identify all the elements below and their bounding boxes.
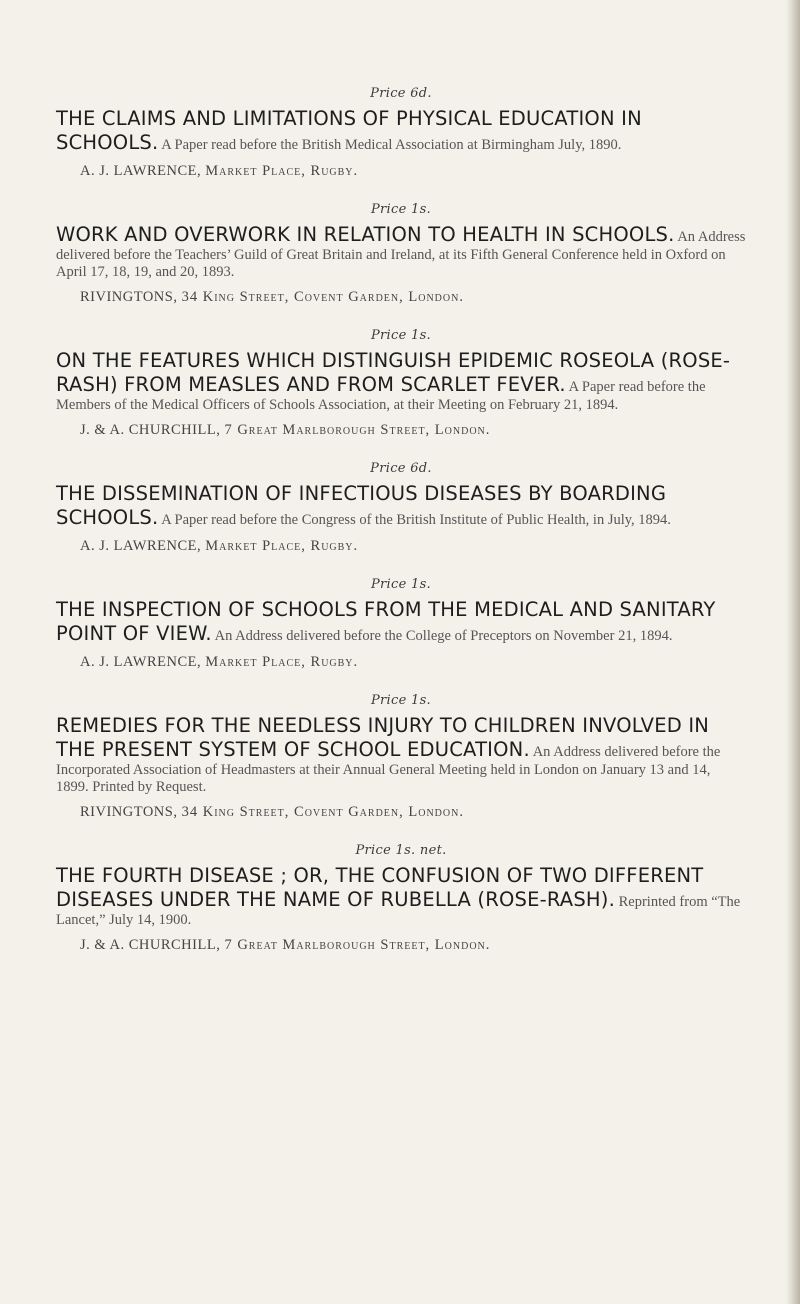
book-title: THE INSPECTION OF SCHOOLS FROM THE MEDICAL AND SANITARY POINT OF VIEW. (56, 598, 716, 645)
publisher-line (80, 163, 746, 180)
book-entry (56, 577, 746, 671)
book-title: THE FOURTH DISEASE ; OR, THE CONFUSION OF TWO DIFFERENT DISEASES UNDER THE NAME OF RUBELLA (ROSE-RASH). (56, 864, 704, 911)
price-label: Price 1s. (370, 693, 431, 708)
advertisement-list (56, 86, 746, 954)
book-title: ON THE FEATURES WHICH DISTINGUISH EPIDEMIC ROSEOLA (ROSE-RASH) FROM MEASLES AND FROM SCARLET FEVER. (56, 349, 731, 396)
publisher-line (80, 422, 746, 439)
book-entry (56, 86, 746, 180)
price-label: Price 6d. (370, 86, 432, 101)
price-label: Price 1s. (370, 577, 431, 592)
book-description: A Paper read before the Members of the Medical Officers of Schools Association, at their Meeting on February 21, 1894. (56, 379, 706, 413)
book-entry (56, 843, 746, 954)
publisher-address: 7 Great Marlborough Street, London. (224, 937, 491, 953)
publisher-line (80, 538, 746, 555)
page-edge-shadow (786, 0, 800, 1304)
publisher-address: Market Place, Rugby. (205, 654, 359, 670)
price-label: Price 1s. (370, 328, 431, 343)
entry-text (56, 223, 746, 281)
book-description: An Address delivered before the College of Preceptors on November 21, 1894. (214, 628, 673, 644)
entry-text (56, 349, 746, 414)
book-entry (56, 461, 746, 555)
publisher-address: 7 Great Marlborough Street, London. (224, 422, 491, 438)
entry-text (56, 714, 746, 796)
book-description: An Address delivered before the Incorporated Association of Headmasters at their Annual General Meeting held in London on January 13 and 14, 1899. Printed by Request. (56, 744, 721, 795)
publisher-name: J. & A. CHURCHILL, (80, 937, 221, 953)
price-label: Price 6d. (370, 461, 432, 476)
publisher-name: A. J. LAWRENCE, (80, 654, 202, 670)
entry-text (56, 107, 746, 155)
publisher-name: RIVINGTONS, (80, 289, 178, 305)
publisher-line (80, 937, 746, 954)
book-title: WORK AND OVERWORK IN RELATION TO HEALTH IN SCHOOLS. (56, 223, 675, 246)
book-description: A Paper read before the British Medical Association at Birmingham July, 1890. (161, 137, 622, 153)
book-title: THE CLAIMS AND LIMITATIONS OF PHYSICAL EDUCATION IN SCHOOLS. (56, 107, 642, 154)
publisher-name: J. & A. CHURCHILL, (80, 422, 221, 438)
publisher-address: 34 King Street, Covent Garden, London. (181, 289, 464, 305)
entry-text (56, 482, 746, 530)
entry-text (56, 598, 746, 646)
publisher-line (80, 654, 746, 671)
book-description: A Paper read before the Congress of the British Institute of Public Health, in July, 1894. (161, 512, 671, 528)
publisher-name: A. J. LAWRENCE, (80, 538, 202, 554)
price-label: Price 1s. net. (355, 843, 447, 858)
publisher-line (80, 804, 746, 821)
book-entry (56, 328, 746, 439)
entry-text (56, 864, 746, 929)
publisher-address: 34 King Street, Covent Garden, London. (181, 804, 464, 820)
publisher-name: A. J. LAWRENCE, (80, 163, 202, 179)
book-description: An Address delivered before the Teachers’ Guild of Great Britain and Ireland, at its Fifth General Conference held in Oxford on April 17, 18, 19, and 20, 1893. (56, 229, 746, 280)
price-label: Price 1s. (370, 202, 431, 217)
publisher-address: Market Place, Rugby. (205, 538, 359, 554)
publisher-address: Market Place, Rugby. (205, 163, 359, 179)
book-title: REMEDIES FOR THE NEEDLESS INJURY TO CHILDREN INVOLVED IN THE PRESENT SYSTEM OF SCHOOL EDUCATION. (56, 714, 710, 761)
publisher-name: RIVINGTONS, (80, 804, 178, 820)
publisher-line (80, 289, 746, 306)
book-entry (56, 202, 746, 306)
book-description: Reprinted from “The Lancet,” July 14, 1900. (56, 894, 741, 928)
book-entry (56, 693, 746, 821)
book-title: THE DISSEMINATION OF INFECTIOUS DISEASES BY BOARDING SCHOOLS. (56, 482, 667, 529)
